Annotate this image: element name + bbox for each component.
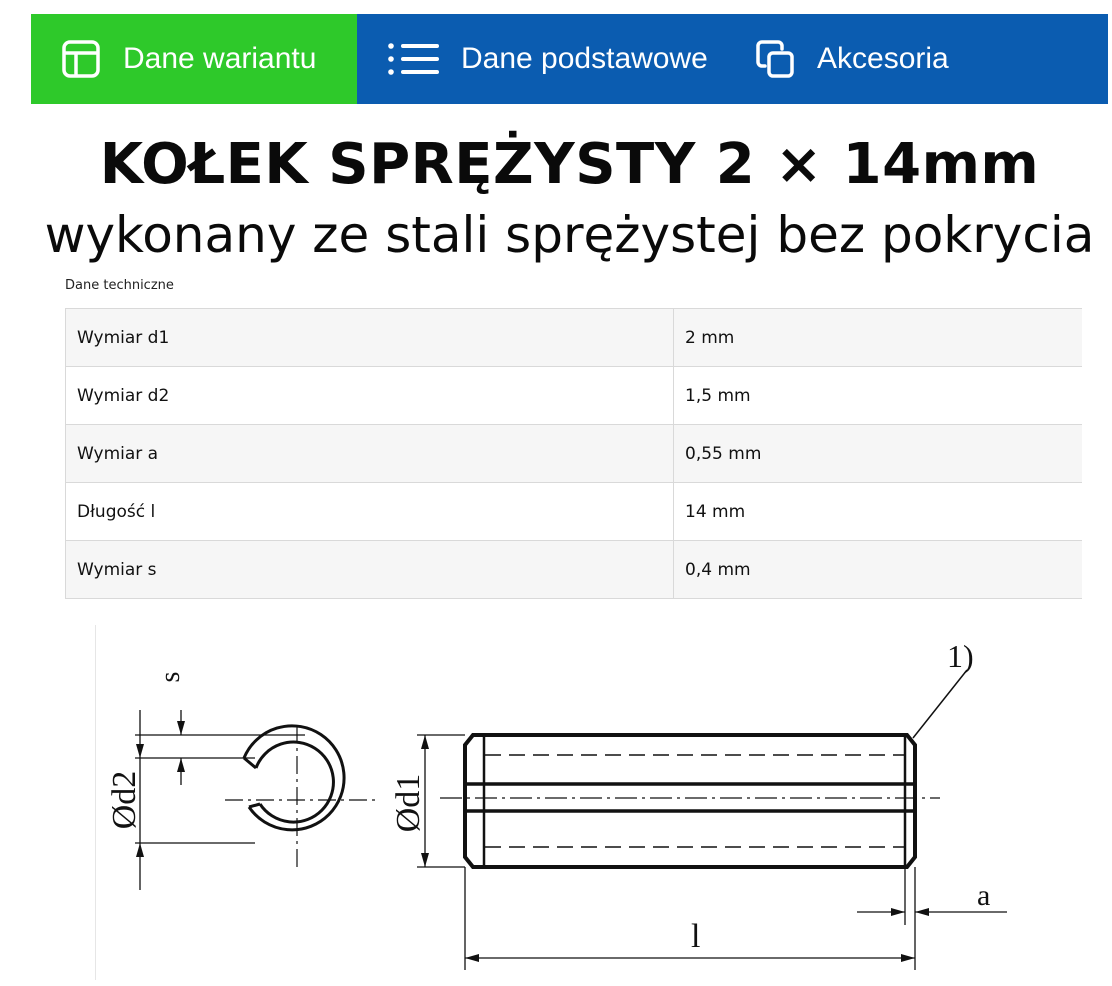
label-note: 1): [947, 638, 974, 674]
spec-value: 0,55 mm: [674, 425, 1083, 483]
list-icon: [387, 39, 439, 79]
specs-caption: Dane techniczne: [65, 278, 174, 293]
layout-icon: [61, 39, 101, 79]
copy-icon: [755, 39, 795, 79]
technical-drawing: [95, 625, 1015, 980]
spec-label: Wymiar d2: [66, 367, 674, 425]
tab-bar: [31, 14, 1108, 104]
table-row: [66, 309, 1083, 367]
table-row: [66, 367, 1083, 425]
spec-value: 0,4 mm: [674, 541, 1083, 599]
spec-label: Wymiar s: [66, 541, 674, 599]
label-d1: Ød1: [390, 773, 427, 833]
table-row: [66, 483, 1083, 541]
label-a: a: [977, 879, 991, 912]
tab-dane-wariantu[interactable]: [31, 14, 357, 104]
dimension-l: [465, 867, 915, 970]
spec-label: Wymiar a: [66, 425, 674, 483]
label-d2: Ød2: [106, 770, 143, 830]
tab-dane-podstawowe[interactable]: [357, 14, 753, 104]
spec-value: 14 mm: [674, 483, 1083, 541]
label-s: s: [155, 671, 186, 683]
pin-side-view: [440, 735, 940, 867]
tab-label: Dane podstawowe: [461, 42, 708, 75]
spec-value: 1,5 mm: [674, 367, 1083, 425]
spec-label: Wymiar d1: [66, 309, 674, 367]
spec-value: 2 mm: [674, 309, 1083, 367]
product-subtitle: wykonany ze stali sprężystej bez pokrycia: [44, 206, 1095, 264]
dimension-arrows-left: [136, 721, 185, 857]
dimension-arrows-a: [891, 908, 929, 916]
table-row: [66, 425, 1083, 483]
pin-end-view: [225, 725, 375, 870]
tab-label: Akcesoria: [817, 42, 949, 75]
label-l: l: [691, 918, 701, 955]
table-row: [66, 541, 1083, 599]
specs-table: [65, 308, 1082, 599]
product-title: KOŁEK SPRĘŻYSTY 2 × 14mm: [99, 132, 1040, 197]
tab-label: Dane wariantu: [123, 42, 317, 75]
spec-label: Długość l: [66, 483, 674, 541]
tab-akcesoria[interactable]: [753, 14, 949, 104]
